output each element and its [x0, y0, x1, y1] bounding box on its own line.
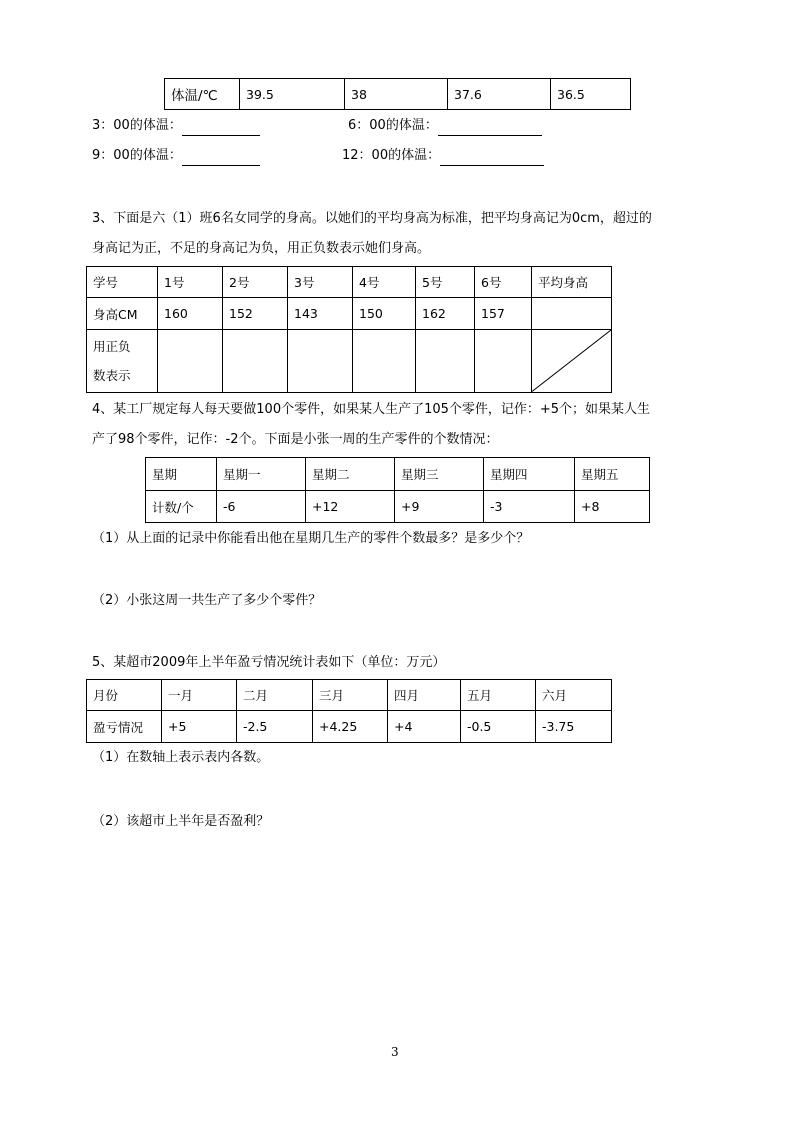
- temp-question-label: 9：00的体温：: [92, 148, 182, 163]
- row-label-line: 用正负: [93, 339, 131, 355]
- height-cell: 162: [416, 298, 475, 330]
- table-header-cell: 四月: [388, 680, 461, 711]
- answer-blank[interactable]: [440, 151, 544, 166]
- table-header-cell: 5号: [416, 267, 475, 298]
- table-header-cell: 3号: [288, 267, 353, 298]
- table-header-cell: 六月: [536, 680, 612, 711]
- count-cell: +12: [306, 491, 395, 523]
- table-header-cell: 平均身高: [532, 267, 612, 298]
- temp-question-label: 12：00的体温：: [342, 148, 441, 163]
- height-cell: 150: [353, 298, 416, 330]
- profit-table: [86, 679, 612, 743]
- table-header-cell: 星期: [146, 458, 217, 491]
- table-header-cell: 6号: [475, 267, 532, 298]
- production-table: [145, 457, 650, 523]
- table-header-cell: 星期二: [306, 458, 395, 491]
- temp-question-6: [348, 116, 542, 136]
- height-cell: 160: [158, 298, 223, 330]
- table-header-cell: 星期一: [217, 458, 306, 491]
- profit-cell: +5: [162, 711, 237, 743]
- height-cell: 157: [475, 298, 532, 330]
- q4-text-line1: 4、某工厂规定每人每天要做100个零件，如果某人生产了105个零件，记作：+5个；如果某人生: [92, 402, 651, 417]
- height-cell: 152: [223, 298, 288, 330]
- table-header-cell: 星期四: [484, 458, 575, 491]
- temp-label-cell: 体温/℃: [165, 79, 240, 110]
- count-cell: -3: [484, 491, 575, 523]
- answer-blank[interactable]: [438, 121, 542, 136]
- table-header-cell: 一月: [162, 680, 237, 711]
- temp-question-12: [342, 146, 544, 166]
- q5-title: 5、某超市2009年上半年盈亏情况统计表如下（单位：万元）: [92, 655, 446, 670]
- answer-cell[interactable]: [475, 330, 532, 393]
- empty-cell[interactable]: [532, 298, 612, 330]
- temp-question-9: [92, 146, 260, 166]
- q5-subquestion-1: （1）在数轴上表示表内各数。: [92, 750, 270, 765]
- table-header-cell: 星期五: [575, 458, 650, 491]
- temp-question-label: 3：00的体温：: [92, 118, 182, 133]
- row-label-cell: 身高CM: [87, 298, 158, 330]
- q3-text-line1: 3、下面是六（1）班6名女同学的身高。以她们的平均身高为标准，把平均身高记为0cm，超过的: [92, 211, 652, 226]
- answer-cell[interactable]: [353, 330, 416, 393]
- table-header-cell: 2号: [223, 267, 288, 298]
- diagonal-cell: [532, 330, 612, 393]
- row-label-cell: [87, 330, 158, 393]
- count-cell: +9: [395, 491, 484, 523]
- count-cell: +8: [575, 491, 650, 523]
- temp-question-3: [92, 116, 260, 136]
- answer-cell[interactable]: [416, 330, 475, 393]
- height-table: [86, 266, 612, 393]
- answer-blank[interactable]: [182, 151, 260, 166]
- table-header-cell: 月份: [87, 680, 162, 711]
- table-header-cell: 学号: [87, 267, 158, 298]
- profit-cell: +4: [388, 711, 461, 743]
- answer-cell[interactable]: [288, 330, 353, 393]
- q4-text-line2: 产了98个零件，记作：-2个。下面是小张一周的生产零件的个数情况：: [92, 432, 499, 447]
- table-header-cell: 星期三: [395, 458, 484, 491]
- profit-cell: -2.5: [237, 711, 313, 743]
- answer-cell[interactable]: [223, 330, 288, 393]
- row-label-line: 数表示: [93, 368, 131, 384]
- profit-cell: +4.25: [313, 711, 388, 743]
- temp-question-label: 6：00的体温：: [348, 118, 438, 133]
- height-cell: 143: [288, 298, 353, 330]
- profit-cell: -0.5: [461, 711, 536, 743]
- q3-text-line2: 身高记为正，不足的身高记为负，用正负数表示她们身高。: [92, 241, 431, 256]
- temp-cell: 36.5: [551, 79, 631, 110]
- count-cell: -6: [217, 491, 306, 523]
- profit-cell: -3.75: [536, 711, 612, 743]
- temperature-table: [164, 78, 631, 110]
- page-number: 3: [391, 1045, 399, 1059]
- row-label-cell: 盈亏情况: [87, 711, 162, 743]
- row-label-cell: 计数/个: [146, 491, 217, 523]
- temp-cell: 39.5: [240, 79, 345, 110]
- q5-subquestion-2: （2）该超市上半年是否盈利？: [92, 814, 270, 829]
- table-header-cell: 4号: [353, 267, 416, 298]
- temp-cell: 37.6: [448, 79, 551, 110]
- q4-subquestion-2: （2）小张这周一共生产了多少个零件？: [92, 593, 322, 608]
- table-header-cell: 五月: [461, 680, 536, 711]
- diagonal-line: [532, 330, 611, 392]
- table-header-cell: 三月: [313, 680, 388, 711]
- temp-cell: 38: [345, 79, 448, 110]
- table-header-cell: 二月: [237, 680, 313, 711]
- q4-subquestion-1: （1）从上面的记录中你能看出他在星期几生产的零件个数最多？是多少个？: [92, 531, 530, 546]
- table-header-cell: 1号: [158, 267, 223, 298]
- answer-blank[interactable]: [182, 121, 260, 136]
- answer-cell[interactable]: [158, 330, 223, 393]
